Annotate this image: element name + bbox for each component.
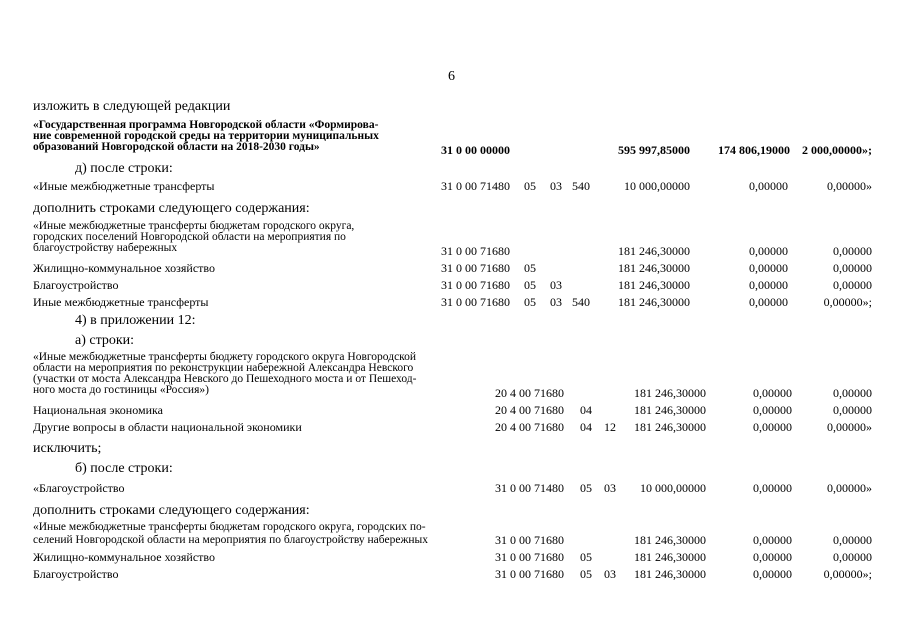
block1-name-line: городских поселений Новгородской области на мероприятия по <box>33 231 346 243</box>
section-4-heading: 4) в приложении 12: <box>75 313 196 328</box>
block3-row-code: 31 0 00 71680 <box>495 567 564 581</box>
block3-row-value-2: 0,00000 <box>753 533 792 547</box>
row-d-code: 31 0 00 71480 <box>441 179 510 193</box>
block1-row-name: Благоустройство <box>33 278 119 292</box>
block3-row-value-1: 181 246,30000 <box>634 567 706 581</box>
section-a-heading: а) строки: <box>75 333 135 348</box>
block3-row-value-3: 0,00000 <box>833 533 872 547</box>
block2-row-value-3: 0,00000 <box>833 403 872 417</box>
intro-paragraph: изложить в следующей редакции <box>33 99 231 114</box>
row-d-value-3: 0,00000» <box>827 179 872 193</box>
block2-row-value-3: 0,00000 <box>833 386 872 400</box>
block3-row-code: 31 0 00 71680 <box>495 550 564 564</box>
section-b-heading: б) после строки: <box>75 461 173 476</box>
block3-row-value-1: 181 246,30000 <box>634 550 706 564</box>
section-d-heading: д) после строки: <box>75 161 173 176</box>
block1-row-code: 31 0 00 71680 <box>441 295 510 309</box>
row-b-name: «Благоустройство <box>33 481 125 495</box>
block1-row-name: Жилищно-коммунальное хозяйство <box>33 261 216 275</box>
block2-row-value-3: 0,00000» <box>827 420 872 434</box>
row-d-section: 05 <box>524 179 536 193</box>
block3-row-code: 31 0 00 71680 <box>495 533 564 547</box>
block2-name-line: ного моста до гостиницы «Россия») <box>33 384 209 396</box>
block1-row-value-3: 0,00000 <box>833 278 872 292</box>
row-d-type: 540 <box>572 179 590 193</box>
row-b-code: 31 0 00 71480 <box>495 481 564 495</box>
block1-row-value-2: 0,00000 <box>749 244 788 258</box>
main-title-line: ние современной городской среды на территории муниципальных <box>33 130 379 142</box>
block1-row-value-1: 181 246,30000 <box>618 278 690 292</box>
block2-row-value-2: 0,00000 <box>753 420 792 434</box>
block3-name-line: селений Новгородской области на мероприятия по благоустройству набережных <box>33 534 429 546</box>
block1-row-value-3: 0,00000 <box>833 261 872 275</box>
block1-row-subsection: 03 <box>550 278 562 292</box>
block2-name-line: (участки от моста Александра Невского до Пешеходного моста и от Пешеход- <box>33 373 417 385</box>
block1-name-line: благоустройству набережных <box>33 242 178 254</box>
row-d-name: «Иные межбюджетные трансферты <box>33 179 215 193</box>
block3-row-section: 05 <box>580 567 592 581</box>
block3-row-value-2: 0,00000 <box>753 550 792 564</box>
block3-row-value-2: 0,00000 <box>753 567 792 581</box>
block2-row-value-1: 181 246,30000 <box>634 420 706 434</box>
block1-row-value-2: 0,00000 <box>749 278 788 292</box>
block1-name <box>33 221 354 254</box>
row-d-value-1: 10 000,00000 <box>624 179 690 193</box>
main-title-line: образований Новгородской области на 2018-2030 годы» <box>33 141 320 153</box>
block3-row-subsection: 03 <box>604 567 616 581</box>
block3-row-value-3: 0,00000»; <box>823 567 872 581</box>
block1-row-section: 05 <box>524 278 536 292</box>
block3-row-value-3: 0,00000 <box>833 550 872 564</box>
block1-name-line: «Иные межбюджетные трансферты бюджетам городского округа, <box>33 220 355 232</box>
row-d-value-2: 0,00000 <box>749 179 788 193</box>
row-b-value-1: 10 000,00000 <box>640 481 706 495</box>
block1-row-name: Иные межбюджетные трансферты <box>33 295 209 309</box>
block2-row-subsection: 12 <box>604 420 616 434</box>
main-value-2: 174 806,19000 <box>718 143 790 157</box>
block3-name-line: «Иные межбюджетные трансферты бюджетам городского округа, городских по- <box>33 521 426 533</box>
block2-row-value-1: 181 246,30000 <box>634 386 706 400</box>
block1-row-type: 540 <box>572 295 590 309</box>
main-code: 31 0 00 00000 <box>441 143 510 157</box>
block3-row-value-1: 181 246,30000 <box>634 533 706 547</box>
exclude-paragraph: исключить; <box>33 441 102 456</box>
block1-row-code: 31 0 00 71680 <box>441 278 510 292</box>
main-title-line: «Государственная программа Новгородской области «Формирова- <box>33 119 379 131</box>
block2-name-line: области на мероприятия по реконструкции набережной Александра Невского <box>33 362 414 374</box>
block2-row-section: 04 <box>580 403 592 417</box>
main-value-3: 2 000,00000»; <box>802 143 872 157</box>
main-value-1: 595 997,85000 <box>618 143 690 157</box>
add-rows-paragraph-1: дополнить строками следующего содержания: <box>33 201 310 216</box>
row-b-subsection: 03 <box>604 481 616 495</box>
block2-row-code: 20 4 00 71680 <box>495 420 564 434</box>
block2-row-code: 20 4 00 71680 <box>495 386 564 400</box>
main-title <box>33 120 379 153</box>
block1-row-value-3: 0,00000 <box>833 244 872 258</box>
block1-row-subsection: 03 <box>550 295 562 309</box>
row-b-section: 05 <box>580 481 592 495</box>
row-b-value-3: 0,00000» <box>827 481 872 495</box>
block1-row-value-1: 181 246,30000 <box>618 295 690 309</box>
block3-row-section: 05 <box>580 550 592 564</box>
block2-row-value-2: 0,00000 <box>753 403 792 417</box>
add-rows-paragraph-2: дополнить строками следующего содержания: <box>33 503 310 518</box>
row-b-value-2: 0,00000 <box>753 481 792 495</box>
row-d-subsection: 03 <box>550 179 562 193</box>
block1-row-value-1: 181 246,30000 <box>618 244 690 258</box>
block2-row-value-1: 181 246,30000 <box>634 403 706 417</box>
block1-row-value-2: 0,00000 <box>749 295 788 309</box>
block3-row-name: Жилищно-коммунальное хозяйство <box>33 550 216 564</box>
block2-name-line: «Иные межбюджетные трансферты бюджету городского округа Новгородской <box>33 351 417 363</box>
block3-name <box>33 522 426 533</box>
block1-row-code: 31 0 00 71680 <box>441 244 510 258</box>
block2-row-name: Другие вопросы в области национальной экономики <box>33 420 302 434</box>
block2-row-code: 20 4 00 71680 <box>495 403 564 417</box>
block2-row-name: Национальная экономика <box>33 403 163 417</box>
block2-row-value-2: 0,00000 <box>753 386 792 400</box>
block1-row-code: 31 0 00 71680 <box>441 261 510 275</box>
block2-row-section: 04 <box>580 420 592 434</box>
block1-row-section: 05 <box>524 261 536 275</box>
block1-row-value-1: 181 246,30000 <box>618 261 690 275</box>
block1-row-value-2: 0,00000 <box>749 261 788 275</box>
block1-row-section: 05 <box>524 295 536 309</box>
block2-name <box>33 352 416 396</box>
block3-row-name: Благоустройство <box>33 567 119 581</box>
block1-row-value-3: 0,00000»; <box>823 295 872 309</box>
page-number: 6 <box>448 69 455 84</box>
